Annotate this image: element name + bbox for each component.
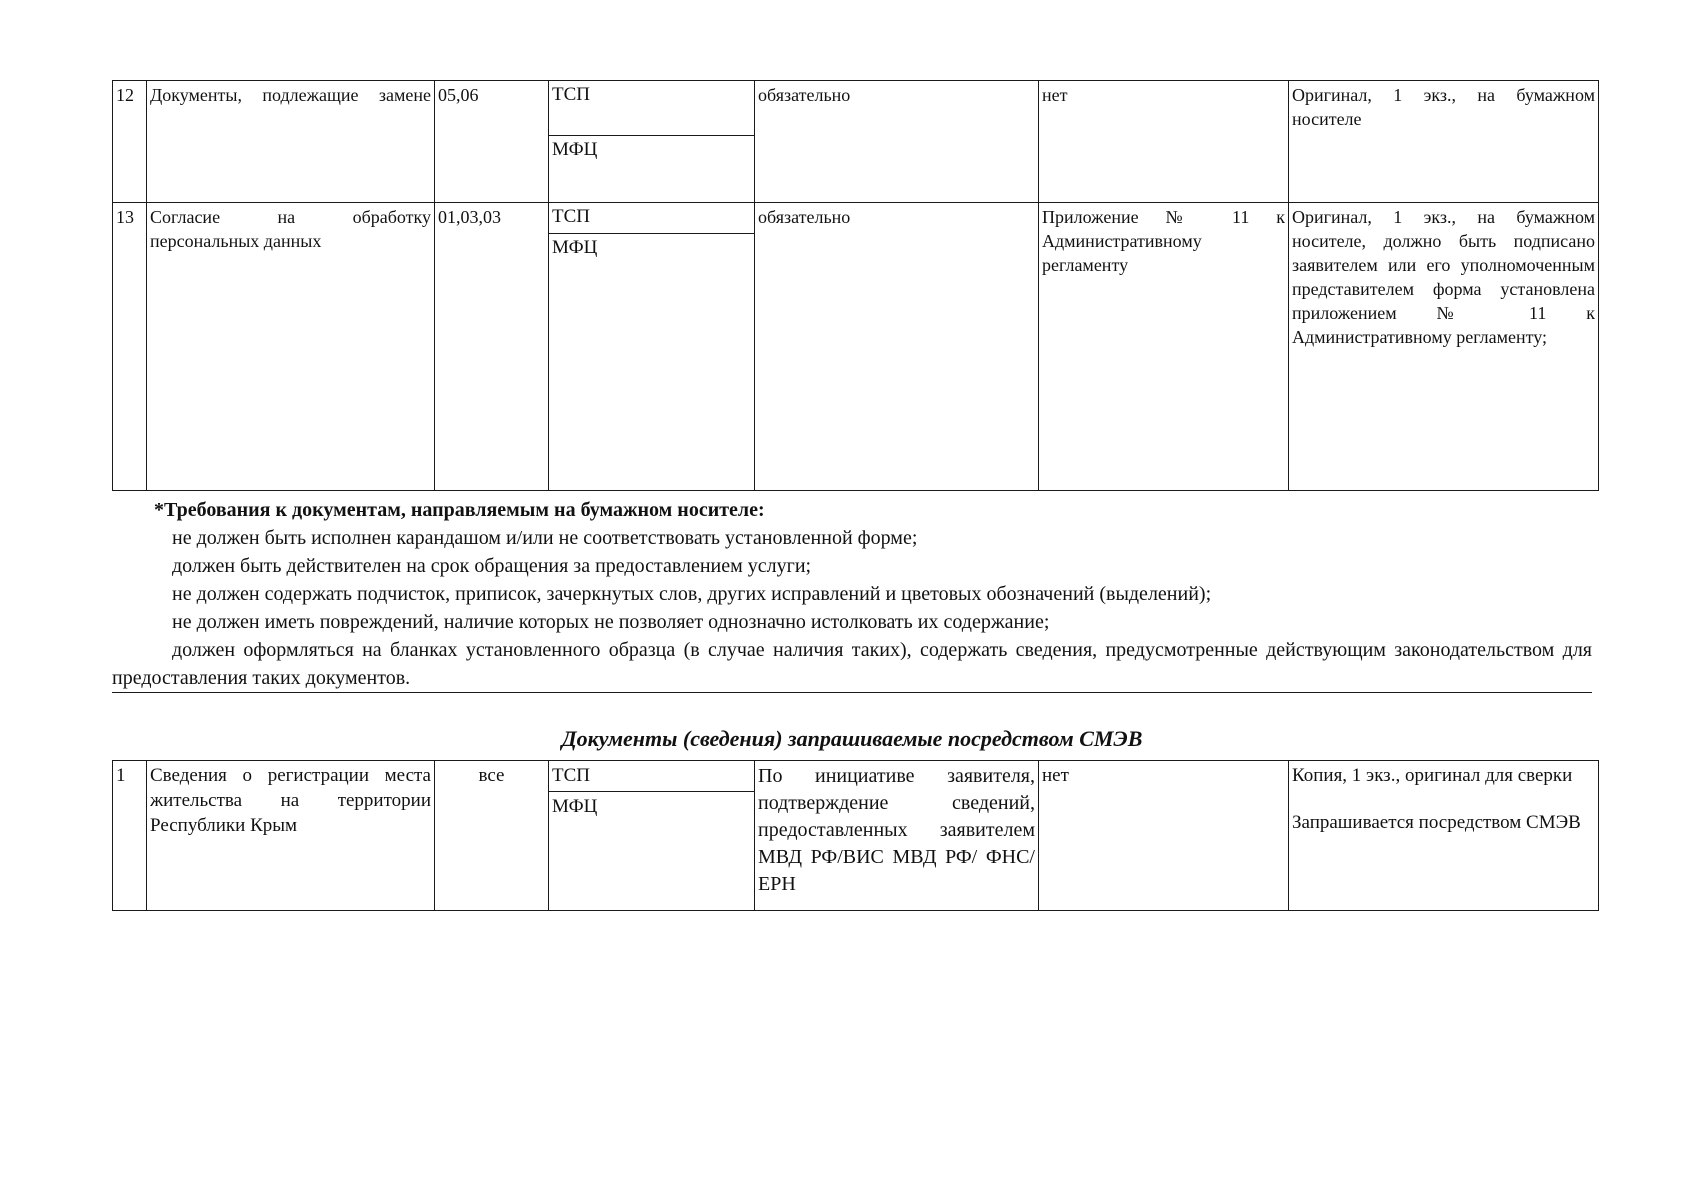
place-mfc: МФЦ (552, 796, 598, 817)
document-note: Оригинал, 1 экз., на бумажном носителе (1289, 81, 1599, 203)
place-tsp: ТСП (549, 761, 754, 792)
row-number: 12 (113, 81, 147, 203)
table-row (113, 203, 1599, 491)
document-name: Согласие на обработку персональных данных (147, 203, 435, 491)
section-title: Документы (сведения) запрашиваемые посредством СМЭВ (561, 726, 1143, 751)
table-row (113, 81, 1599, 203)
table-row (113, 761, 1599, 911)
document-name: Сведения о регистрации места жительства на территории Республики Крым (147, 761, 435, 911)
place-mfc: МФЦ (552, 139, 598, 160)
note-copy: Копия, 1 экз., оригинал для сверки (1292, 765, 1573, 786)
smev-table (112, 760, 1599, 911)
document-code: 05,06 (435, 81, 549, 203)
form-reference: нет (1039, 761, 1289, 911)
documents-table (112, 80, 1599, 491)
place-mfc: МФЦ (552, 237, 598, 258)
document-code: все (435, 761, 549, 911)
submission-place (549, 203, 755, 491)
requirement-item: должен быть действителен на срок обращения за предоставлением услуги; (172, 555, 812, 577)
form-reference: Приложение № 11 к Административному регламенту (1039, 203, 1289, 491)
place-tsp: ТСП (549, 81, 754, 136)
requirement-item: не должен быть исполнен карандашом и/или не соответствовать установленной форме; (172, 527, 918, 549)
divider (112, 692, 1592, 693)
row-number: 1 (113, 761, 147, 911)
document-code: 01,03,03 (435, 203, 549, 491)
form-reference: нет (1039, 81, 1289, 203)
requirement-item: не должен иметь повреждений, наличие которых не позволяет однозначно истолковать их содержание; (172, 611, 1050, 633)
requirement-status: По инициативе заявителя, подтверждение сведений, предоставленных заявителем МВД РФ/ВИС МВД РФ/ ФНС/ЕРН (755, 761, 1039, 911)
requirement-status: обязательно (755, 81, 1039, 203)
requirement-status: обязательно (755, 203, 1039, 491)
place-tsp: ТСП (549, 203, 754, 234)
requirement-item: не должен содержать подчисток, приписок, зачеркнутых слов, других исправлений и цветовых обозначений (выделений); (172, 583, 1212, 605)
document-note: Оригинал, 1 экз., на бумажном носителе, должно быть подписано заявителем или его уполномоченным представителем форма установлена приложением № 11 к Административному регламенту; (1289, 203, 1599, 491)
submission-place (549, 81, 755, 203)
row-number: 13 (113, 203, 147, 491)
requirement-item: должен оформляться на бланках установленного образца (в случае наличия таких), содержать сведения, предусмотренные действующим законодательством для предоставления таких документов. (112, 639, 1592, 689)
requirements-heading: *Требования к документам, направляемым на бумажном носителе: (154, 499, 765, 521)
requirements-block (112, 496, 1592, 692)
submission-place (549, 761, 755, 911)
document-name: Документы, подлежащие замене (147, 81, 435, 203)
note-smev: Запрашивается посредством СМЭВ (1292, 812, 1581, 833)
document-note (1289, 761, 1599, 911)
